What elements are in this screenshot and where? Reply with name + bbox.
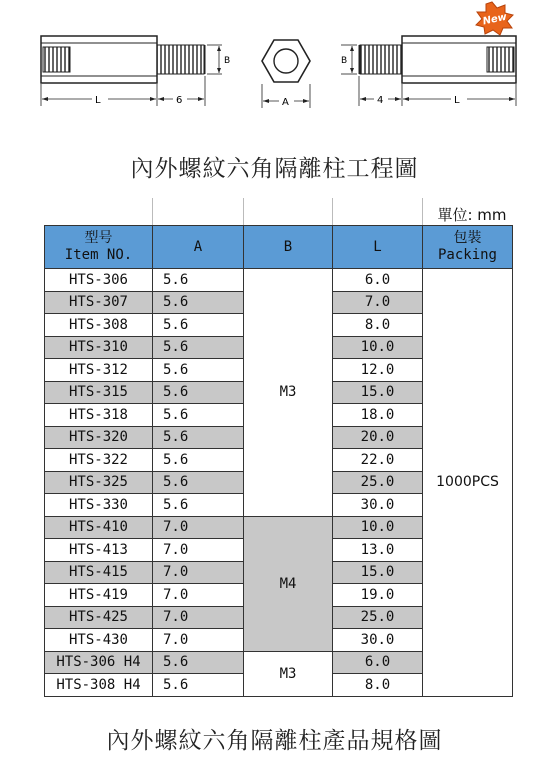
cell-a: 5.6 <box>153 269 244 292</box>
spec-table <box>44 198 513 697</box>
cell-l: 20.0 <box>333 426 423 449</box>
cell-a: 5.6 <box>153 381 244 404</box>
spec-caption: 內外螺紋六角隔離柱產品規格圖 <box>106 728 443 754</box>
cell-l: 8.0 <box>333 314 423 337</box>
cell-item: HTS-310 <box>45 336 153 359</box>
cell-item: HTS-318 <box>45 404 153 427</box>
cell-item: HTS-430 <box>45 629 153 652</box>
header-item-en: Item NO. <box>64 247 133 263</box>
cell-l: 25.0 <box>333 471 423 494</box>
dim-label-four: 4 <box>377 95 384 106</box>
cell-a: 5.6 <box>153 674 244 697</box>
unit-label: 單位: mm <box>423 198 513 226</box>
cell-a: 7.0 <box>153 606 244 629</box>
cell-a: 7.0 <box>153 539 244 562</box>
header-b: B <box>244 226 333 269</box>
cell-l: 30.0 <box>333 629 423 652</box>
cell-l: 30.0 <box>333 494 423 517</box>
cell-a: 5.6 <box>153 651 244 674</box>
cell-packing: 1000PCS <box>423 269 513 697</box>
cell-l: 7.0 <box>333 291 423 314</box>
cell-item: HTS-415 <box>45 561 153 584</box>
cell-l: 19.0 <box>333 584 423 607</box>
cell-a: 5.6 <box>153 494 244 517</box>
engineering-drawing <box>0 0 549 120</box>
cell-item: HTS-325 <box>45 471 153 494</box>
new-badge-label: New <box>481 11 508 28</box>
cell-b-group: M3 <box>244 651 333 696</box>
cell-item: HTS-419 <box>45 584 153 607</box>
cell-a: 5.6 <box>153 471 244 494</box>
dim-label-six: 6 <box>176 95 183 106</box>
cell-a: 5.6 <box>153 449 244 472</box>
cell-l: 15.0 <box>333 381 423 404</box>
cell-a: 5.6 <box>153 359 244 382</box>
dim-label-l-left: L <box>95 95 101 106</box>
cell-l: 22.0 <box>333 449 423 472</box>
new-badge <box>476 2 513 35</box>
cell-item: HTS-320 <box>45 426 153 449</box>
cell-item: HTS-306 H4 <box>45 651 153 674</box>
drawing-caption: 內外螺紋六角隔離柱工程圖 <box>130 156 419 182</box>
unit-row <box>45 198 513 226</box>
header-a: A <box>153 226 244 269</box>
cell-l: 18.0 <box>333 404 423 427</box>
dim-label-a: A <box>282 97 289 108</box>
cell-b-group: M3 <box>244 269 333 517</box>
cell-l: 15.0 <box>333 561 423 584</box>
header-row <box>45 226 513 269</box>
cell-item: HTS-308 <box>45 314 153 337</box>
cell-l: 12.0 <box>333 359 423 382</box>
cell-item: HTS-307 <box>45 291 153 314</box>
cell-item: HTS-306 <box>45 269 153 292</box>
cell-a: 5.6 <box>153 404 244 427</box>
header-packing <box>423 226 513 269</box>
hexagon-end-view <box>262 40 310 108</box>
cell-l: 10.0 <box>333 516 423 539</box>
cell-a: 5.6 <box>153 336 244 359</box>
cell-a: 7.0 <box>153 584 244 607</box>
cell-a: 5.6 <box>153 426 244 449</box>
cell-a: 7.0 <box>153 561 244 584</box>
cell-item: HTS-322 <box>45 449 153 472</box>
cell-l: 13.0 <box>333 539 423 562</box>
cell-l: 6.0 <box>333 651 423 674</box>
cell-l: 25.0 <box>333 606 423 629</box>
cell-a: 7.0 <box>153 516 244 539</box>
table-row <box>45 269 513 292</box>
dim-label-b-left: B <box>224 56 231 66</box>
cell-item: HTS-315 <box>45 381 153 404</box>
left-standoff-drawing <box>41 36 230 106</box>
cell-b-group: M4 <box>244 516 333 651</box>
header-packing-en: Packing <box>437 247 497 263</box>
cell-l: 8.0 <box>333 674 423 697</box>
cell-item: HTS-413 <box>45 539 153 562</box>
cell-item: HTS-330 <box>45 494 153 517</box>
cell-item: HTS-308 H4 <box>45 674 153 697</box>
header-packing-zh: 包裝 <box>453 230 482 246</box>
cell-item: HTS-410 <box>45 516 153 539</box>
dim-label-l-right: L <box>454 95 460 106</box>
cell-l: 6.0 <box>333 269 423 292</box>
header-l: L <box>333 226 423 269</box>
cell-l: 10.0 <box>333 336 423 359</box>
cell-a: 5.6 <box>153 291 244 314</box>
header-item <box>45 226 153 269</box>
cell-a: 7.0 <box>153 629 244 652</box>
right-standoff-drawing <box>341 36 516 106</box>
dim-label-b-right: B <box>341 56 348 66</box>
header-item-zh: 型号 <box>84 230 113 246</box>
cell-item: HTS-425 <box>45 606 153 629</box>
cell-item: HTS-312 <box>45 359 153 382</box>
cell-a: 5.6 <box>153 314 244 337</box>
